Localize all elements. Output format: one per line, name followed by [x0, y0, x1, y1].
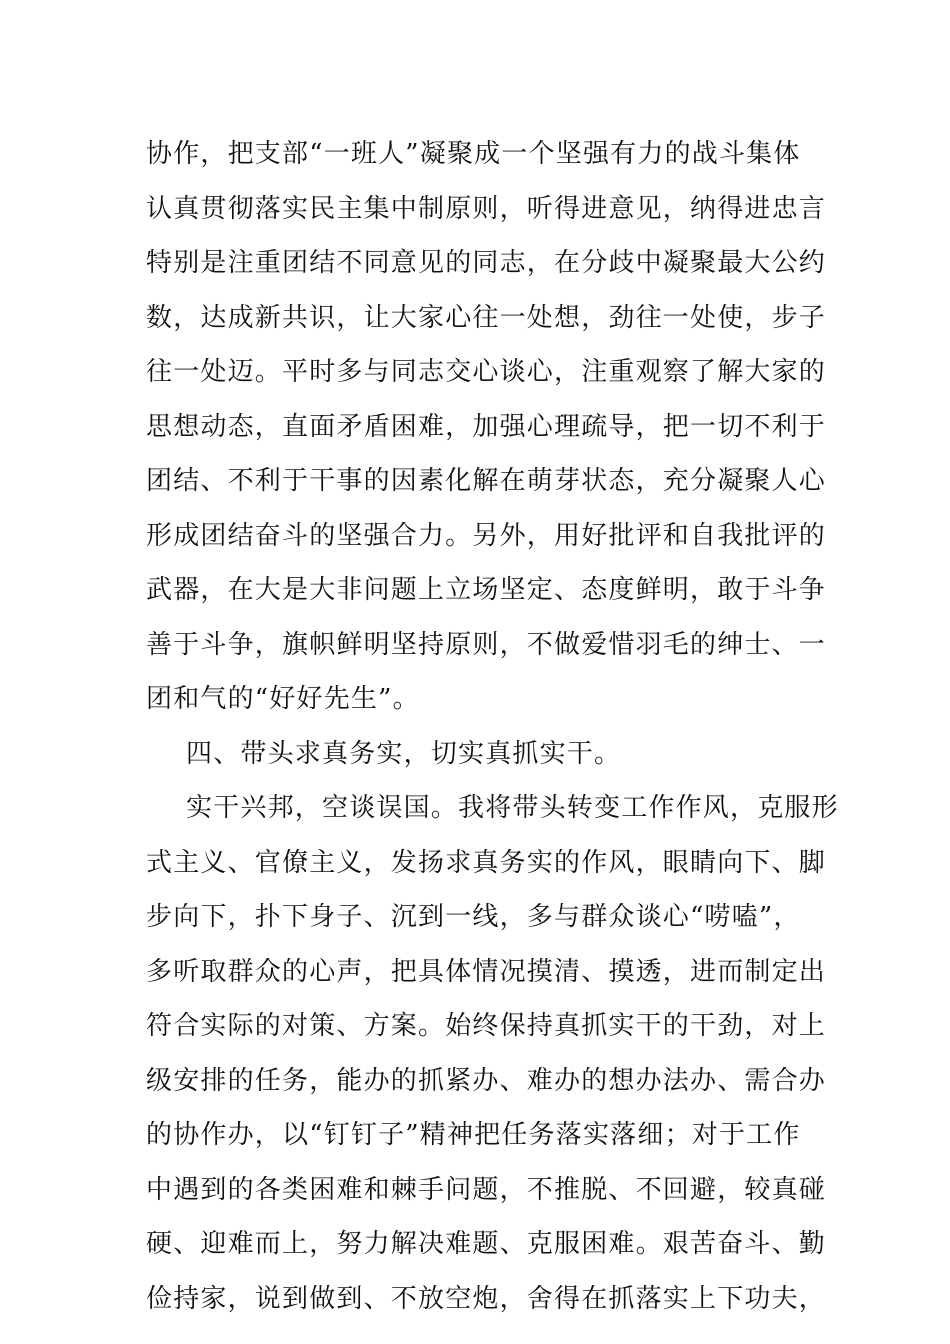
text-line: 特别是注重团结不同意见的同志，在分歧中凝聚最大公约	[146, 248, 827, 278]
text-line: 团结、不利于干事的因素化解在萌芽状态，充分凝聚人心	[146, 466, 827, 496]
text-line: 认真贯彻落实民主集中制原则，听得进意见，纳得进忠言	[146, 193, 827, 224]
text-line: 符合实际的对策、方案。始终保持真抓实干的干劲，对上	[146, 1011, 827, 1041]
text-line: 俭持家，说到做到、不放空炮，舍得在抓落实上下功夫，	[146, 1283, 827, 1314]
text-line: 团和气的“好好先生”。	[146, 684, 420, 714]
text-line: 中遇到的各类困难和棘手问题，不推脱、不回避，较真碰	[146, 1174, 827, 1205]
text-line: 的协作办，以“钉钉子”精神把任务落实落细；对于工作	[146, 1120, 801, 1150]
text-line: 武器，在大是大非问题上立场坚定、态度鲜明，敢于斗争	[146, 575, 827, 605]
paragraph-first-line: 实干兴邦，空谈误国。我将带头转变工作作风，克服形	[186, 793, 839, 823]
text-line: 善于斗争，旗帜鲜明坚持原则，不做爱惜羽毛的绅士、一	[146, 629, 827, 660]
text-line: 多听取群众的心声，把具体情况摸清、摸透，进而制定出	[146, 956, 827, 987]
document-body	[146, 127, 839, 1326]
text-line: 协作，把支部“一班人”凝聚成一个坚强有力的战斗集体	[146, 139, 801, 169]
text-line: 往一处迈。平时多与同志交心谈心，注重观察了解大家的	[146, 357, 827, 387]
text-line: 步向下，扑下身子、沉到一线，多与群众谈心“唠嗑”，	[146, 902, 801, 932]
text-line: 级安排的任务，能办的抓紧办、难办的想办法办、需合办	[146, 1065, 827, 1096]
text-line: 数，达成新共识，让大家心往一处想，劲往一处使，步子	[146, 302, 827, 333]
text-line: 式主义、官僚主义，发扬求真务实的作风，眼睛向下、脚	[146, 847, 827, 878]
text-line: 思想动态，直面矛盾困难，加强心理疏导，把一切不利于	[146, 411, 827, 442]
section-heading: 四、带头求真务实，切实真抓实干。	[186, 738, 622, 769]
text-line: 形成团结奋斗的坚强合力。另外，用好批评和自我批评的	[146, 520, 827, 551]
text-line: 硬、迎难而上，努力解决难题、克服困难。艰苦奋斗、勤	[146, 1229, 827, 1259]
